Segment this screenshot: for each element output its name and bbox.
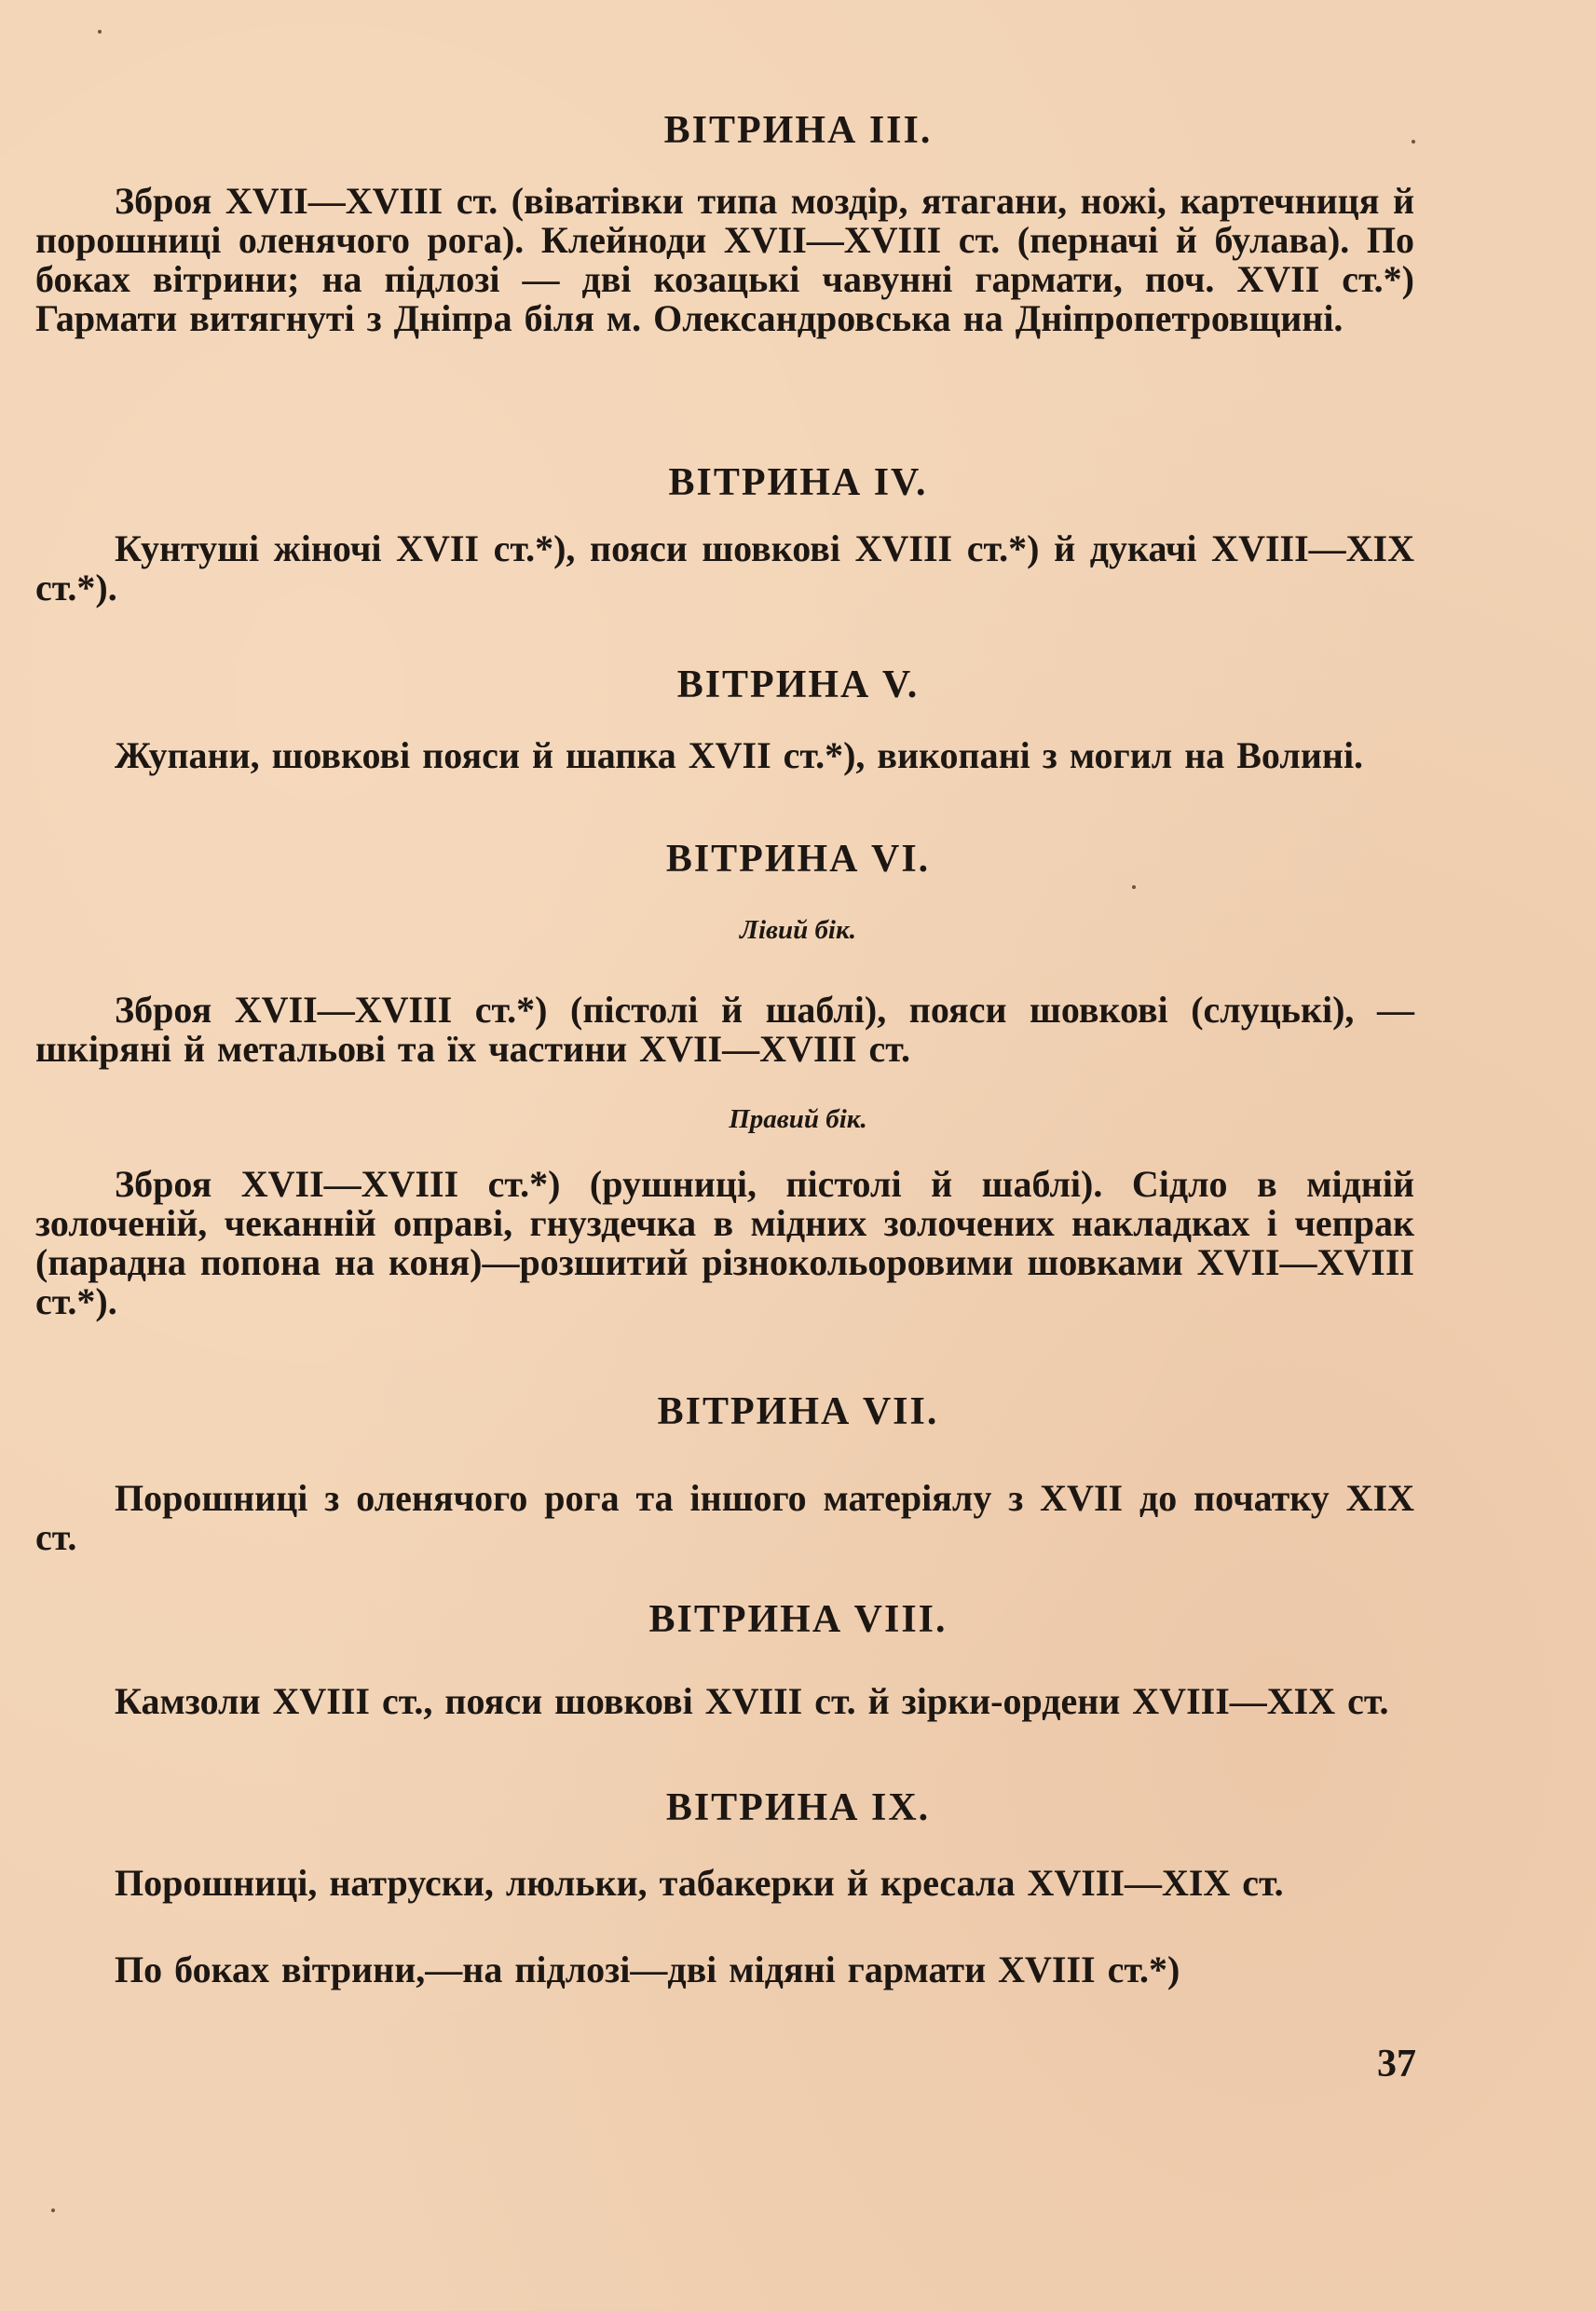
right-side-text: Зброя XVII—XVIII ст.*) (рушниці, пістолі й шаблі). Сідло в мідній золоченій, чеканній оправі, гнуздечка в мідних золочених накладках і чепрак (парадна попона на коня)—розшитий різнокольоровими шовками XVII—XVIII ст.*). [35, 1163, 1414, 1322]
section-heading-ix: ВІТРИНА IX. [665, 1786, 931, 1829]
section-heading-iv: ВІТРИНА IV. [668, 461, 928, 504]
left-side-text: Зброя XVII—XVIII ст.*) (пістолі й шаблі), пояси шовкові (слуцькі), — шкіряні й метальові та їх частини XVII—XVIII ст. [35, 989, 1414, 1070]
section-ix-text-2: По боках вітрини,—на підлозі—дві мідяні гармати XVIII ст.*) [115, 1949, 1180, 1990]
paper-speck [51, 2208, 55, 2212]
paper-speck [98, 30, 102, 34]
page-number: 37 [1377, 2043, 1416, 2085]
right-side-label: Правий бік. [729, 1104, 867, 1134]
section-heading-vii: ВІТРИНА VII. [657, 1390, 939, 1433]
paper-speck [1132, 885, 1136, 889]
section-vii-text: Порошниці з оленячого рога та іншого матеріялу з XVII до початку XIX ст. [35, 1477, 1414, 1558]
section-heading-vi: ВІТРИНА VI. [665, 838, 931, 881]
paper-speck [1412, 140, 1415, 144]
section-v-text: Жупани, шовкові пояси й шапка XVII ст.*), викопані з могил на Волині. [115, 734, 1364, 776]
section-ix-text: Порошниці, натруски, люльки, табакерки й кресала XVIII—XIX ст. [115, 1862, 1284, 1904]
left-side-label: Лівий бік. [740, 915, 856, 945]
section-iv-text: Кунтуші жіночі XVII ст.*), пояси шовкові XVIII ст.*) й дукачі XVIII—XIX ст.*). [35, 527, 1414, 609]
section-heading-v: ВІТРИНА V. [676, 663, 920, 706]
section-iii-text: Зброя XVII—XVIII ст. (віватівки типа моздір, ятагани, ножі, картечниця й порошниці оленячого рога). Клейноди XVII—XVIII ст. (перначі й булава). По боках вітрини; на підлозі — дві козацькі чавунні гармати, поч. XVII ст.*) Гармати витягнуті з Дніпра біля м. Олександровська на Дніпропетровщині. [35, 180, 1414, 339]
section-heading-iii: ВІТРИНА ІІІ. [663, 109, 933, 152]
section-heading-viii: ВІТРИНА VIII. [648, 1598, 948, 1641]
section-viii-text: Камзоли XVIII ст., пояси шовкові XVIII ст. й зірки-ордени XVIII—XIX ст. [115, 1680, 1389, 1722]
